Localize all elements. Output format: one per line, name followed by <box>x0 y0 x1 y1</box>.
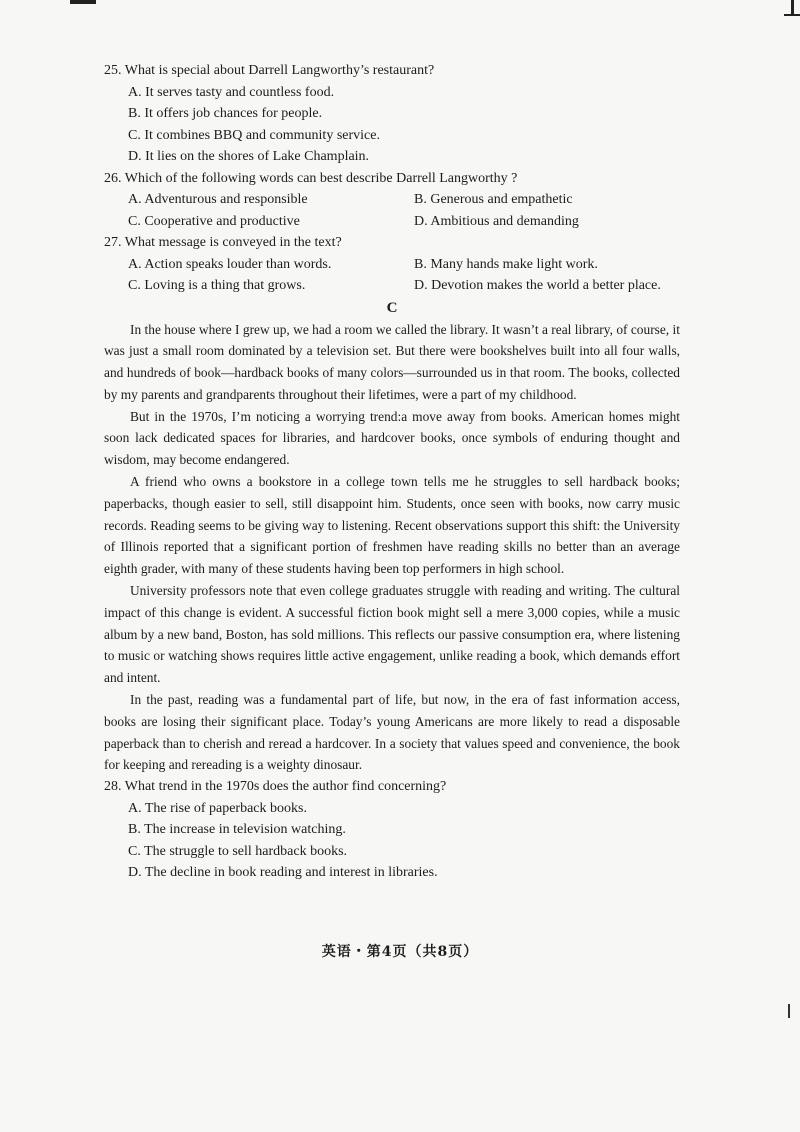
question-28 <box>104 776 680 884</box>
question-stem: 25. What is special about Darrell Langworthy’s restaurant? <box>104 63 435 78</box>
option-row <box>104 189 680 211</box>
option-row <box>104 254 680 276</box>
paragraph: A friend who owns a bookstore in a college town tells me he struggles to sell hardback books; paperbacks, though easier to sell, still disappoint him. Students, once seen with books, now carry music records. Reading seems to be giving way to listening. Recent observations support this shift: the University of Illinois reported that a significant portion of freshmen have reading skills no better than an average eighth grader, with many of these students having been top performers in high school. <box>104 474 680 577</box>
option-a: A. The rise of paperback books. <box>128 800 307 816</box>
option-c: C. Cooperative and productive <box>128 213 300 229</box>
option-d: D. It lies on the shores of Lake Champlain. <box>128 149 370 164</box>
option-row <box>104 211 680 233</box>
option-a: A. Action speaks louder than words. <box>128 256 332 272</box>
question-stem: 27. What message is conveyed in the text? <box>104 235 342 250</box>
option-b: B. Generous and empathetic <box>414 192 573 207</box>
option-row <box>104 275 680 297</box>
option-d: D. Ambitious and demanding <box>414 213 579 229</box>
question-stem: 26. Which of the following words can best describe Darrell Langworthy ? <box>104 170 518 186</box>
option-b: B. The increase in television watching. <box>128 822 346 838</box>
option-a: A. Adventurous and responsible <box>128 192 308 207</box>
option-d: D. Devotion makes the world a better place. <box>414 278 661 293</box>
scan-mark-top-left <box>70 0 96 4</box>
question-26 <box>104 168 680 233</box>
paragraph: University professors note that even college graduates struggle with reading and writing. The cultural impact of this change is evident. A successful fiction book might sell a mere 3,000 copies, while a music album by a new band, Boston, has sold millions. This reflects our passive consumption era, where listening to music or watching shows requires little active engagement, unlike reading a book, which demands effort and intent. <box>104 583 680 686</box>
option-c: C. Loving is a thing that grows. <box>128 278 306 293</box>
option-c: C. It combines BBQ and community service. <box>128 127 380 143</box>
page-footer: 英语・第4页（共8页） <box>321 944 479 960</box>
option-c: C. The struggle to sell hardback books. <box>128 843 348 859</box>
paragraph: In the past, reading was a fundamental part of life, but now, in the era of fast information access, books are losing their significant place. Today’s young Americans are more likely to read a disposable paperback than to cherish and reread a hardcover. In a society that values speed and convenience, the book for keeping and rereading is a weighty dinosaur. <box>104 692 680 773</box>
option-a: A. It serves tasty and countless food. <box>128 84 335 100</box>
question-25 <box>104 60 680 168</box>
option-d: D. The decline in book reading and interest in libraries. <box>128 865 438 881</box>
exam-page <box>104 60 680 884</box>
option-b: B. It offers job chances for people. <box>128 106 323 121</box>
passage-heading: C <box>386 299 398 316</box>
paragraph: But in the 1970s, I’m noticing a worrying trend:a move away from books. American homes might soon lack dedicated spaces for libraries, and hardcover books, once symbols of enduring thought and wisdom, may become endangered. <box>104 408 680 468</box>
question-27 <box>104 232 680 297</box>
paragraph: In the house where I grew up, we had a room we called the library. It wasn’t a real library, of course, it was just a small room dominated by a television set. But there were bookshelves built into all four walls, and hundreds of book—hardback books of many colors—surrounded us in that room. The books, collected by my parents and grandparents throughout their lifetimes, were a part of my childhood. <box>104 321 680 402</box>
scan-mark-right-tick <box>788 1004 790 1018</box>
scan-mark-top-right-bar <box>784 14 800 16</box>
option-b: B. Many hands make light work. <box>414 256 598 272</box>
question-stem: 28. What trend in the 1970s does the author find concerning? <box>104 779 447 795</box>
passage-body <box>104 319 680 777</box>
